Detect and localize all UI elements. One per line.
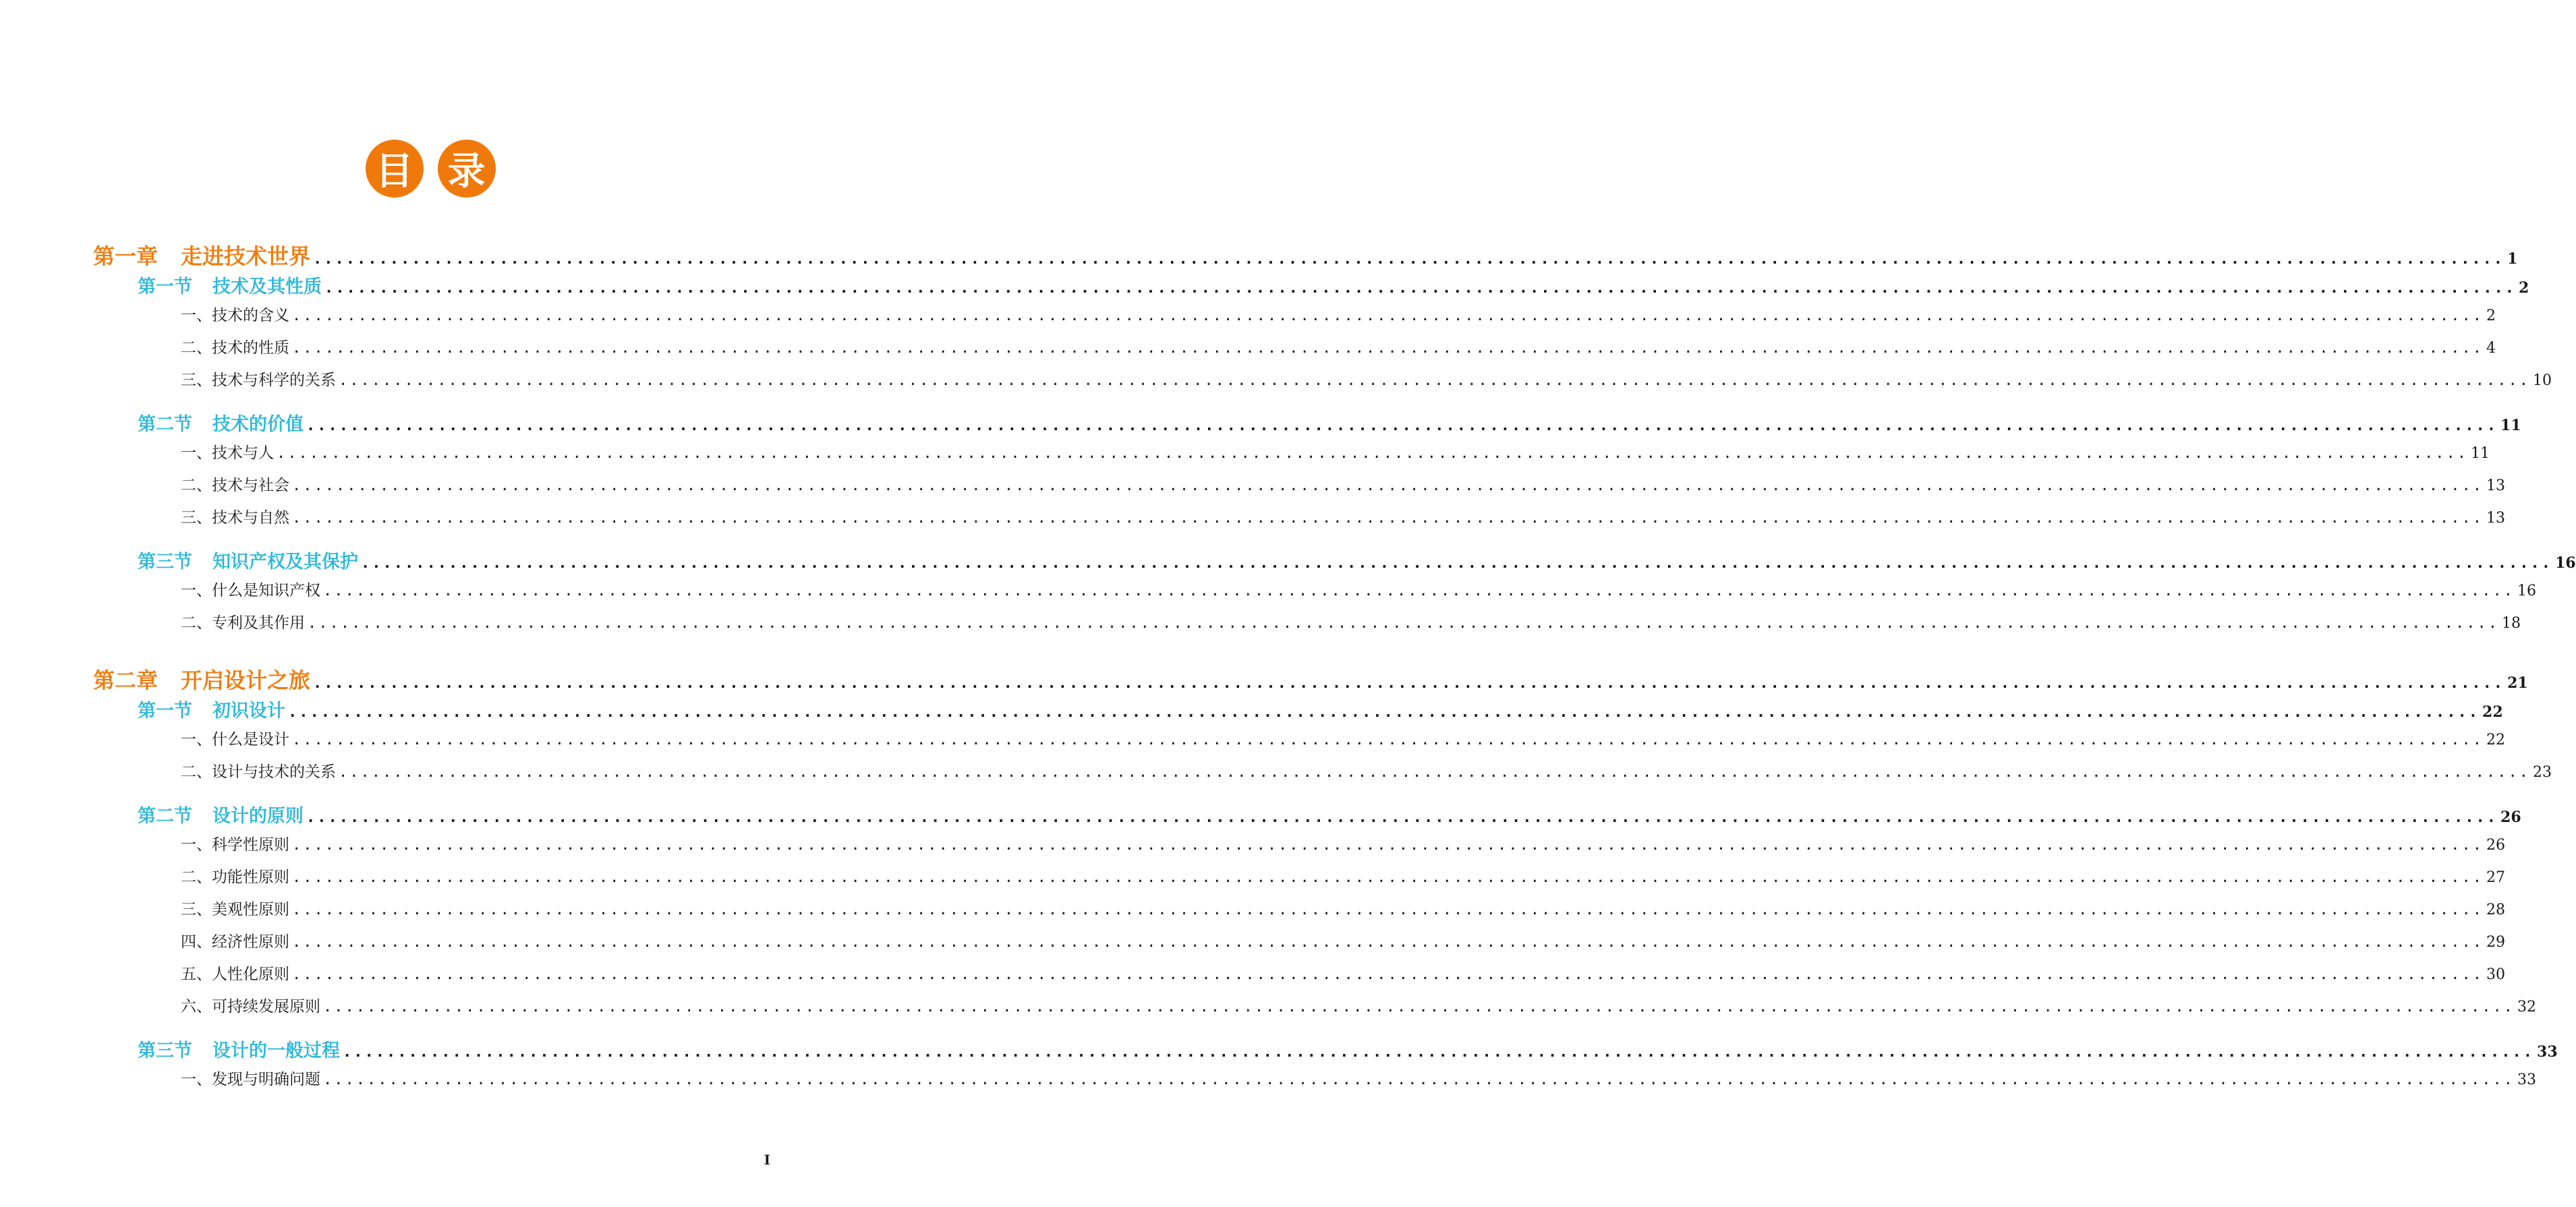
dot-leader: ........................................................................................................................................................................................................ bbox=[288, 704, 2480, 721]
toc-item-entry[interactable] bbox=[181, 864, 2506, 887]
toc-item-entry[interactable] bbox=[181, 994, 2537, 1016]
section-number: 第二节 bbox=[138, 806, 192, 827]
page-number: 2 bbox=[2486, 307, 2496, 324]
toc-item-entry[interactable] bbox=[181, 367, 2552, 390]
toc-item-entry[interactable] bbox=[181, 335, 2496, 357]
toc-item-entry[interactable] bbox=[181, 578, 2537, 600]
dot-leader: ........................................................................................................................................................................................................ bbox=[292, 902, 2484, 918]
toc-section-entry[interactable] bbox=[138, 696, 2503, 722]
toc-item-entry[interactable] bbox=[181, 440, 2490, 463]
page-number: 13 bbox=[2486, 477, 2506, 494]
page-number: 26 bbox=[2500, 808, 2521, 826]
toc-item-entry[interactable] bbox=[181, 610, 2521, 632]
section-number: 第一节 bbox=[138, 276, 192, 297]
section-title: 技术的价值 bbox=[212, 414, 304, 435]
page-number: 16 bbox=[2555, 554, 2576, 572]
toc-chapter-entry[interactable] bbox=[93, 239, 2518, 270]
toc-section-entry[interactable] bbox=[138, 409, 2521, 436]
toc-item-entry[interactable] bbox=[181, 727, 2506, 749]
section-number: 第二节 bbox=[138, 414, 192, 435]
page-number: 32 bbox=[2517, 999, 2537, 1015]
dot-leader: ........................................................................................................................................................................................................ bbox=[361, 555, 2553, 572]
item-title: 四、经济性原则 bbox=[181, 933, 289, 951]
page-number: 22 bbox=[2482, 703, 2503, 721]
dot-leader: ........................................................................................................................................................................................................ bbox=[313, 251, 2505, 268]
page-folio: I bbox=[764, 1152, 770, 1168]
page-number: 33 bbox=[2517, 1071, 2537, 1088]
toc-item-entry[interactable] bbox=[181, 505, 2506, 527]
toc-chapter-entry[interactable] bbox=[93, 664, 2528, 695]
dot-leader: ........................................................................................................................................................................................................ bbox=[308, 615, 2500, 632]
item-title: 三、技术与自然 bbox=[181, 509, 289, 527]
toc-section-entry[interactable] bbox=[138, 547, 2576, 573]
toc-section-entry[interactable] bbox=[138, 1036, 2558, 1062]
toc-section-entry[interactable] bbox=[138, 272, 2529, 298]
toc-item-entry[interactable] bbox=[181, 759, 2552, 782]
item-title: 三、美观性原则 bbox=[181, 901, 289, 918]
dot-leader: ........................................................................................................................................................................................................ bbox=[343, 1044, 2535, 1061]
dot-leader: ........................................................................................................................................................................................................ bbox=[323, 583, 2515, 599]
section-title: 初识设计 bbox=[212, 701, 285, 722]
section-number: 第一节 bbox=[138, 701, 192, 722]
page-number: 22 bbox=[2486, 732, 2506, 748]
page-number: 18 bbox=[2502, 615, 2521, 632]
page-number: 29 bbox=[2486, 934, 2506, 951]
page-number: 21 bbox=[2507, 674, 2528, 692]
item-title: 二、设计与技术的关系 bbox=[181, 763, 336, 781]
toc-item-entry[interactable] bbox=[181, 473, 2506, 495]
page-number: 13 bbox=[2486, 510, 2506, 527]
page-number: 27 bbox=[2486, 869, 2506, 886]
page-number: 28 bbox=[2486, 902, 2506, 918]
dot-leader: ........................................................................................................................................................................................................ bbox=[292, 510, 2484, 527]
toc-item-entry[interactable] bbox=[181, 929, 2506, 951]
chapter-title: 走进技术世界 bbox=[181, 243, 311, 269]
toc-title bbox=[0, 140, 861, 198]
item-title: 二、技术的性质 bbox=[181, 339, 289, 357]
item-title: 一、技术的含义 bbox=[181, 307, 289, 324]
dot-leader: ........................................................................................................................................................................................................ bbox=[339, 764, 2531, 781]
page-number: 30 bbox=[2486, 966, 2506, 983]
item-title: 一、技术与人 bbox=[181, 444, 274, 462]
dot-leader: ........................................................................................................................................................................................................ bbox=[324, 280, 2517, 297]
item-title: 一、发现与明确问题 bbox=[181, 1071, 320, 1088]
dot-leader: ........................................................................................................................................................................................................ bbox=[323, 1071, 2515, 1088]
section-number: 第三节 bbox=[138, 552, 192, 572]
dot-leader: ........................................................................................................................................................................................................ bbox=[292, 837, 2484, 854]
dot-leader: ........................................................................................................................................................................................................ bbox=[292, 340, 2484, 357]
page-number: 23 bbox=[2533, 764, 2552, 781]
page-number: 1 bbox=[2507, 250, 2518, 268]
item-title: 二、专利及其作用 bbox=[181, 614, 305, 632]
item-title: 二、技术与社会 bbox=[181, 477, 289, 494]
section-title: 知识产权及其保护 bbox=[212, 552, 358, 572]
item-title: 五、人性化原则 bbox=[181, 966, 289, 983]
dot-leader: ........................................................................................................................................................................................................ bbox=[339, 372, 2531, 389]
toc-item-entry[interactable] bbox=[181, 897, 2506, 919]
item-title: 一、什么是设计 bbox=[181, 731, 289, 748]
page-number: 33 bbox=[2537, 1043, 2558, 1061]
page-number: 2 bbox=[2519, 279, 2529, 297]
item-title: 六、可持续发展原则 bbox=[181, 998, 320, 1015]
dot-leader: ........................................................................................................................................................................................................ bbox=[277, 445, 2469, 462]
section-title: 设计的原则 bbox=[212, 806, 304, 827]
dot-leader: ........................................................................................................................................................................................................ bbox=[292, 732, 2484, 748]
item-title: 三、技术与科学的关系 bbox=[181, 372, 336, 389]
chapter-number: 第一章 bbox=[93, 243, 159, 269]
item-title: 一、什么是知识产权 bbox=[181, 582, 320, 599]
dot-leader: ........................................................................................................................................................................................................ bbox=[313, 675, 2505, 692]
toc-item-entry[interactable] bbox=[181, 962, 2506, 984]
item-title: 一、科学性原则 bbox=[181, 836, 289, 854]
dot-leader: ........................................................................................................................................................................................................ bbox=[306, 417, 2498, 434]
page-number: 10 bbox=[2533, 372, 2552, 389]
page-number: 11 bbox=[2471, 445, 2490, 462]
title-char-1: 目 bbox=[366, 140, 424, 198]
chapter-number: 第二章 bbox=[93, 668, 159, 693]
toc-item-entry[interactable] bbox=[181, 832, 2506, 854]
section-number: 第三节 bbox=[138, 1040, 192, 1061]
page-number: 26 bbox=[2486, 837, 2506, 854]
dot-leader: ........................................................................................................................................................................................................ bbox=[292, 966, 2484, 983]
toc-section-entry[interactable] bbox=[138, 801, 2521, 827]
dot-leader: ........................................................................................................................................................................................................ bbox=[306, 809, 2498, 826]
dot-leader: ........................................................................................................................................................................................................ bbox=[292, 307, 2484, 324]
title-char-2: 录 bbox=[438, 140, 496, 198]
dot-leader: ........................................................................................................................................................................................................ bbox=[292, 477, 2484, 494]
item-title: 二、功能性原则 bbox=[181, 869, 289, 886]
chapter-title: 开启设计之旅 bbox=[181, 668, 311, 693]
dot-leader: ........................................................................................................................................................................................................ bbox=[292, 869, 2484, 886]
toc-item-entry[interactable] bbox=[181, 1067, 2537, 1089]
dot-leader: ........................................................................................................................................................................................................ bbox=[292, 934, 2484, 951]
section-title: 技术及其性质 bbox=[212, 276, 322, 297]
page-number: 11 bbox=[2500, 417, 2521, 434]
page-number: 4 bbox=[2486, 340, 2496, 357]
dot-leader: ........................................................................................................................................................................................................ bbox=[323, 999, 2515, 1015]
page-number: 16 bbox=[2517, 583, 2537, 599]
toc-item-entry[interactable] bbox=[181, 303, 2496, 325]
section-title: 设计的一般过程 bbox=[212, 1040, 340, 1061]
